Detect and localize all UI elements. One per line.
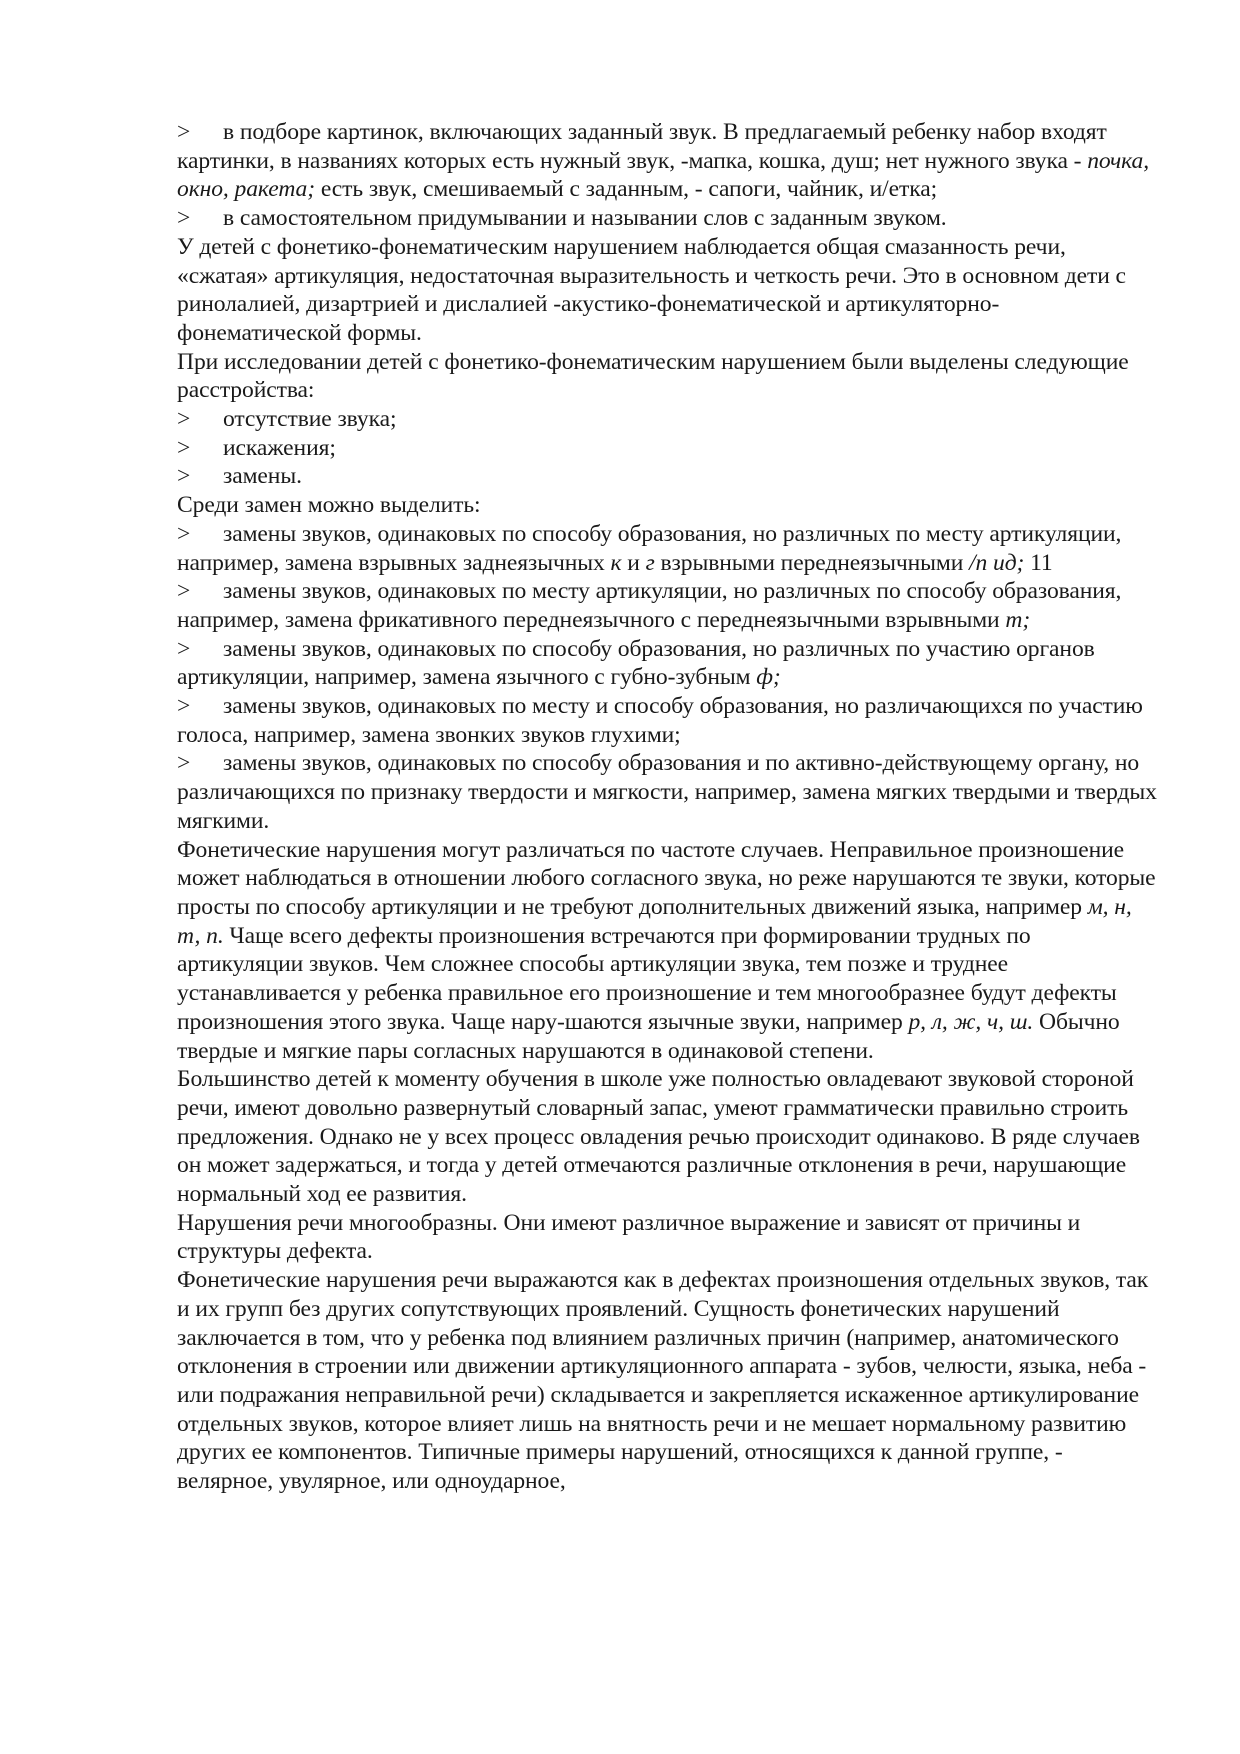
text-run: замены звуков, одинаковых по способу образования и по активно-действующему органу, но различающихся по признаку твердости и мягкости, например, замена мягких твердыми и твердых мягкими.: [177, 750, 1157, 834]
text-run: замены.: [223, 463, 302, 490]
text-run: Чаще всего дефекты произношения встречаются при формировании трудных по артикуляции звуков. Чем сложнее способы артикуляции звука, тем позже и труднее устанавливается у ребенка правильное его произношение и тем многообразнее будут дефекты произношения этого звука. Чаще нару-шаются язычные звуки, например: [177, 922, 1117, 1035]
text-run: есть звук, смешиваемый с заданным, - сапоги, чайник, и/етка;: [315, 176, 938, 203]
list-item: [177, 692, 1157, 749]
paragraph: [177, 1266, 1157, 1496]
list-marker: >: [177, 406, 191, 433]
text-run: При исследовании детей с фонетико-фонематическим нарушением были выделены следующие расстройства:: [177, 348, 1129, 404]
italic-text: к: [610, 549, 622, 576]
text-run: искажения;: [223, 434, 336, 461]
text-run: отсутствие звука;: [223, 406, 397, 433]
italic-text: /п ид;: [969, 549, 1025, 576]
text-run: Фонетические нарушения речи выражаются как в дефектах произношения отдельных звуков, так и их групп без других сопутствующих проявлений. Сущность фонетических нарушений заключается в том, что у ребенка под влиянием различных причин (например, анатомического отклонения в строении или движении артикуляционного аппарата - зубов, челюсти, языка, неба - или подражания неправильной речи) складывается и закрепляется искаженное артикулирование отдельных звуков, которое влияет лишь на внятность речи и не мешает нормальному развитию других ее компонентов. Типичные примеры нарушений, относящихся к данной группе, - велярное, увулярное, или одноударное,: [177, 1267, 1149, 1495]
list-item: [177, 462, 1157, 491]
italic-text: т;: [1005, 606, 1031, 633]
text-run: в самостоятельном придумывании и назывании слов с заданным звуком.: [223, 205, 947, 232]
list-marker: >: [177, 635, 191, 662]
list-marker: >: [177, 578, 191, 605]
italic-text: м, н, т, п.: [177, 893, 1132, 949]
text-run: взрывными переднеязычными: [654, 549, 970, 576]
italic-text: ф;: [756, 664, 781, 691]
paragraph: [177, 348, 1157, 405]
list-item: [177, 520, 1157, 577]
text-run: замены звуков, одинаковых по способу образования, но различных по участию органов артикуляции, например, замена язычного с губно-зубным: [177, 635, 1095, 691]
list-item: [177, 577, 1157, 634]
text-run: и: [621, 549, 646, 576]
list-marker: >: [177, 463, 191, 490]
italic-text: г: [645, 549, 655, 576]
text-run: Нарушения речи многообразны. Они имеют различное выражение и зависят от причины и структуры дефекта.: [177, 1209, 1081, 1265]
text-run: Фонетические нарушения могут различаться по частоте случаев. Неправильное произношение может наблюдаться в отношении любого согласного звука, но реже нарушаются те звуки, которые просты по способу артикуляции и не требуют дополнительных движений языка, например: [177, 836, 1156, 920]
list-item: [177, 118, 1157, 204]
text-run: 11: [1024, 549, 1053, 576]
list-marker: >: [177, 693, 191, 720]
text-run: Большинство детей к моменту обучения в школе уже полностью овладевают звуковой стороной речи, имеют довольно развернутый словарный запас, умеют грамматически правильно строить предложения. Однако не у всех процесс овладения речью происходит одинаково. В ряде случаев он может задержаться, и тогда у детей отмечаются различные отклонения в речи, нарушающие нормальный ход ее развития.: [177, 1066, 1140, 1208]
list-marker: >: [177, 750, 191, 777]
text-run: в подборе картинок, включающих заданный звук. В предлагаемый ребенку набор входят картинки, в названиях которых есть нужный звук, -мапка, кошка, душ; нет нужного звука -: [177, 119, 1107, 174]
text-run: замены звуков, одинаковых по месту артикуляции, но различных по способу образования, например, замена фрикативного переднеязычного с переднеязычными взрывными: [177, 578, 1122, 633]
list-item: [177, 749, 1157, 835]
italic-text: р, л, ж, ч, ш.: [908, 1008, 1034, 1035]
text-run: замены звуков, одинаковых по месту и способу образования, но различающихся по участию голоса, например, замена звонких звуков глухими;: [177, 693, 1143, 748]
text-run: Обычно твердые и мягкие пары согласных нарушаются в одинаковой степени.: [177, 1008, 1120, 1064]
list-marker: >: [177, 205, 191, 232]
text-run: Среди замен можно выделить:: [177, 492, 481, 519]
list-marker: >: [177, 119, 191, 145]
paragraph: [177, 1065, 1157, 1209]
document-page: [177, 118, 1157, 1496]
paragraph: [177, 233, 1157, 348]
text-run: У детей с фонетико-фонематическим нарушением наблюдается общая смазанность речи, «сжатая» артикуляция, недостаточная выразительность и четкость речи. Это в основном дети с ринолалией, дизартрией и дислалией -акустико-фонематической и артикуляторно-фонематической формы.: [177, 233, 1126, 346]
paragraph: [177, 836, 1157, 1066]
list-item: [177, 635, 1157, 692]
list-marker: >: [177, 520, 191, 547]
paragraph: [177, 1209, 1157, 1266]
text-run: замены звуков, одинаковых по способу образования, но различных по месту артикуляции, например, замена взрывных заднеязычных: [177, 520, 1122, 576]
list-item: [177, 204, 1157, 233]
list-marker: >: [177, 434, 191, 461]
paragraph: [177, 491, 1157, 520]
list-item: [177, 405, 1157, 434]
italic-text: почка, окно, ракета;: [177, 147, 1150, 203]
list-item: [177, 434, 1157, 463]
